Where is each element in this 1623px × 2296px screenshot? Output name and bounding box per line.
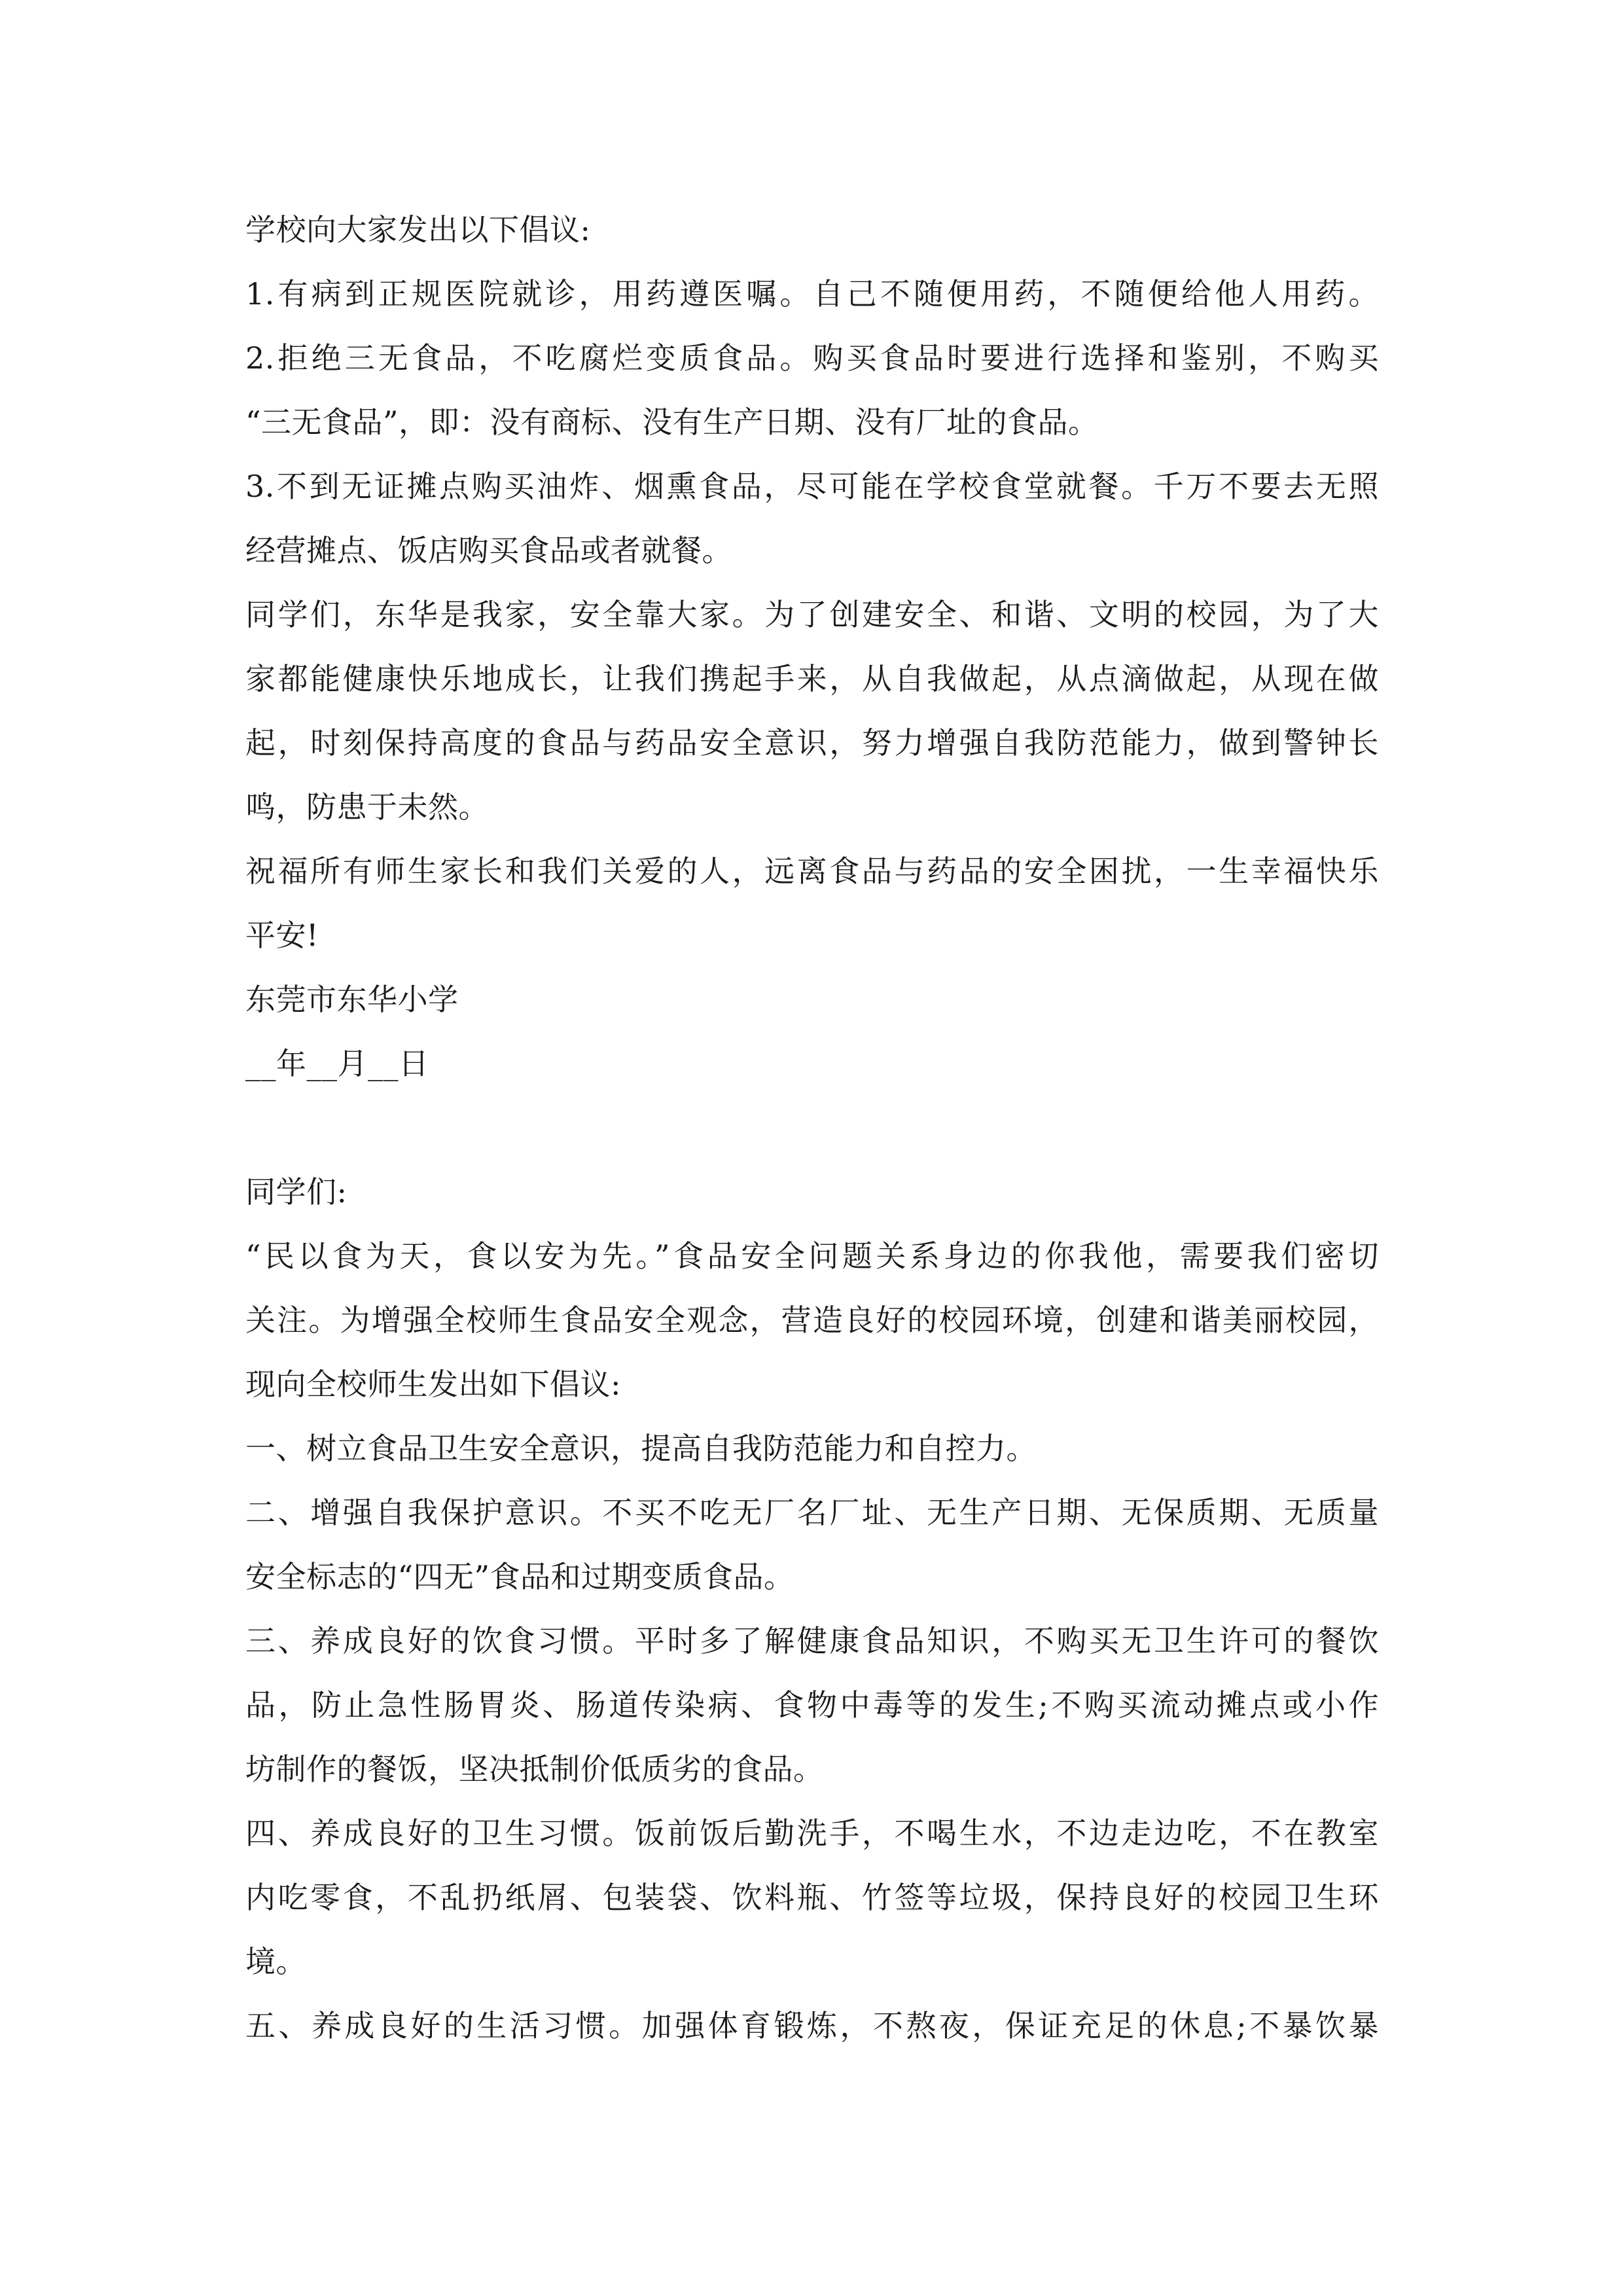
date-line: __年__月__日 — [245, 1046, 429, 1081]
opening-paragraph-line-1: “民以食为天，食以安为先。”食品安全问题关系身边的你我他，需要我们密切 — [245, 1238, 1379, 1274]
initiative-item-3-line-3: 坊制作的餐饭，坚决抵制价低质劣的食品。 — [245, 1751, 824, 1787]
proposal-intro: 学校向大家发出以下倡议: — [245, 212, 591, 247]
document-page — [245, 198, 1379, 2058]
closing-paragraph-line-2: 家都能健康快乐地成长，让我们携起手来，从自我做起，从点滴做起，从现在做 — [245, 661, 1379, 696]
proposal-item-2-line-2: “三无食品”，即：没有商标、没有生产日期、没有厂址的食品。 — [245, 404, 1099, 440]
initiative-item-4-line-1: 四、养成良好的卫生习惯。饭前饭后勤洗手，不喝生水，不边走边吃，不在教室 — [245, 1816, 1379, 1851]
initiative-item-3-line-1: 三、养成良好的饮食习惯。平时多了解健康食品知识，不购买无卫生许可的餐饮 — [245, 1623, 1379, 1659]
greeting: 同学们: — [245, 1174, 348, 1210]
initiative-item-5-line-1: 五、养成良好的生活习惯。加强体育锻炼，不熬夜，保证充足的休息;不暴饮暴 — [245, 2008, 1379, 2043]
blessing-line-2: 平安! — [245, 918, 319, 953]
initiative-item-3-line-2: 品，防止急性肠胃炎、肠道传染病、食物中毒等的发生;不购买流动摊点或小作 — [245, 1687, 1379, 1723]
initiative-item-4-line-2: 内吃零食，不乱扔纸屑、包装袋、饮料瓶、竹签等垃圾，保持良好的校园卫生环 — [245, 1880, 1379, 1915]
proposal-item-1: 1.有病到正规医院就诊，用药遵医嘱。自己不随便用药，不随便给他人用药。 — [245, 276, 1379, 312]
proposal-item-2-line-1: 2.拒绝三无食品，不吃腐烂变质食品。购买食品时要进行选择和鉴别，不购买 — [245, 340, 1379, 376]
initiative-item-2-line-2: 安全标志的“四无”食品和过期变质食品。 — [245, 1559, 794, 1594]
proposal-item-3-line-1: 3.不到无证摊点购买油炸、烟熏食品，尽可能在学校食堂就餐。千万不要去无照 — [245, 469, 1379, 504]
section-gap — [245, 1096, 1379, 1160]
initiative-item-2-line-1: 二、增强自我保护意识。不买不吃无厂名厂址、无生产日期、无保质期、无质量 — [245, 1495, 1379, 1530]
closing-paragraph-line-3: 起，时刻保持高度的食品与药品安全意识，努力增强自我防范能力，做到警钟长 — [245, 725, 1379, 761]
opening-paragraph-line-2: 关注。为增强全校师生食品安全观念，营造良好的校园环境，创建和谐美丽校园， — [245, 1302, 1379, 1338]
closing-paragraph-line-1: 同学们，东华是我家，安全靠大家。为了创建安全、和谐、文明的校园，为了大 — [245, 597, 1379, 632]
closing-paragraph-line-4: 鸣，防患于未然。 — [245, 789, 489, 825]
initiative-item-4-line-3: 境。 — [245, 1944, 306, 1979]
proposal-item-3-line-2: 经营摊点、饭店购买食品或者就餐。 — [245, 533, 732, 568]
school-signature: 东莞市东华小学 — [245, 982, 459, 1017]
opening-paragraph-line-3: 现向全校师生发出如下倡议: — [245, 1367, 621, 1402]
initiative-item-1: 一、树立食品卫生安全意识，提高自我防范能力和自控力。 — [245, 1431, 1037, 1466]
blessing-line-1: 祝福所有师生家长和我们关爱的人，远离食品与药品的安全困扰，一生幸福快乐 — [245, 853, 1379, 889]
